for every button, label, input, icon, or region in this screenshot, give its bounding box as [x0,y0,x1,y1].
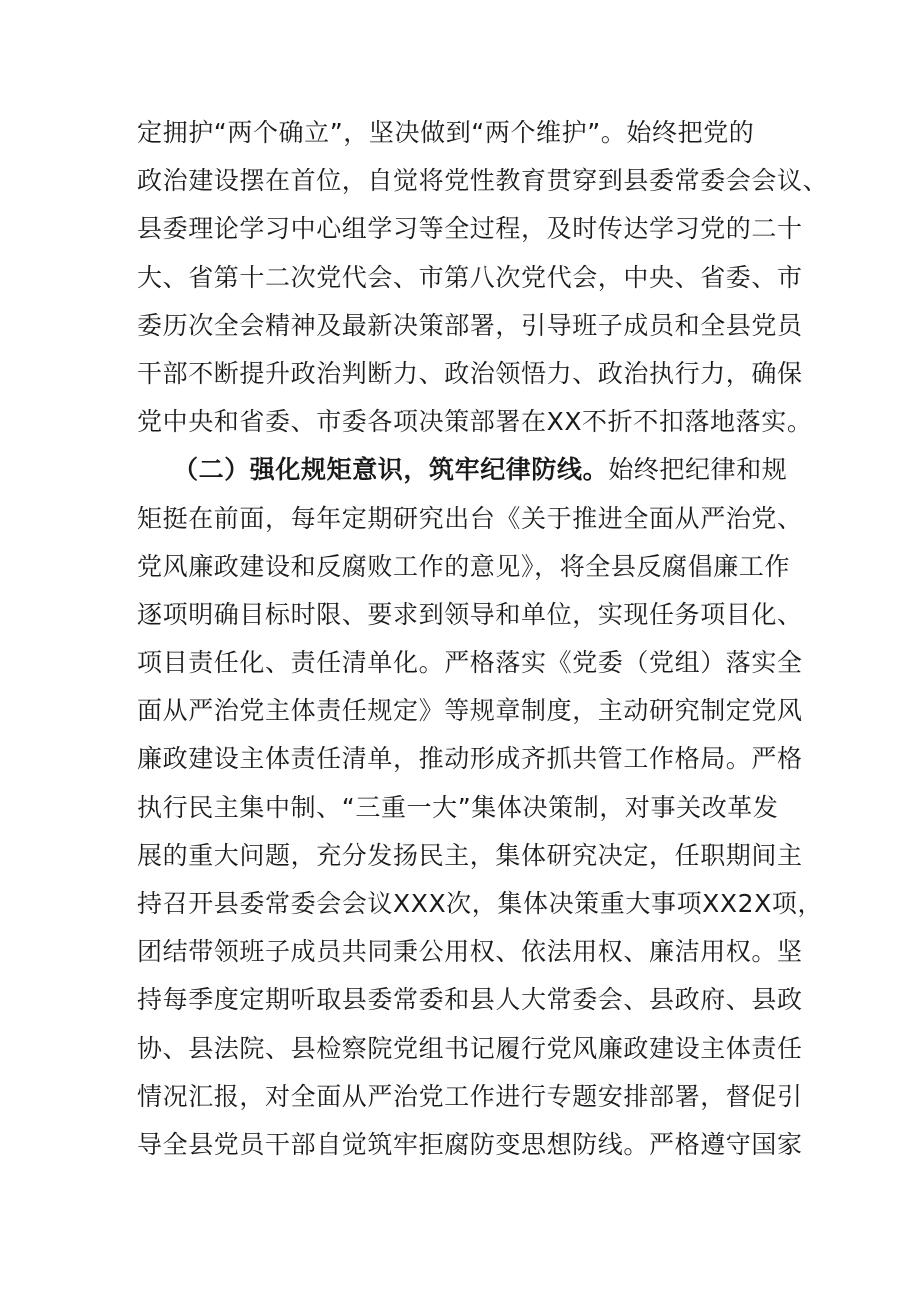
text-line: 团结带领班子成员共同秉公用权、依法用权、廉洁用权。坚 [137,937,803,967]
text-line: 廉政建设主体责任清单，推动形成齐抓共管工作格局。严格 [137,744,803,774]
section-heading: （二）强化规矩意识，筑牢纪律防线。 [173,455,609,485]
text-line: 协、县法院、县检察院党组书记履行党风廉政建设主体责任 [137,1033,803,1063]
text-line: 导全县党员干部自觉筑牢拒腐防变思想防线。严格遵守国家 [137,1129,803,1159]
text-line: 党中央和省委、市委各项决策部署在XX不折不扣落地落实。 [137,407,813,437]
text-line: 项目责任化、责任清单化。严格落实《党委（党组）落实全 [137,648,803,678]
text-line: 定拥护“两个确立”，坚决做到“两个维护”。始终把党的 [137,118,755,147]
text-line: 县委理论学习中心组学习等全过程，及时传达学习党的二十 [137,214,803,244]
text-line: 大、省第十二次党代会、市第八次党代会，中央、省委、市 [137,262,803,292]
text-line: 政治建设摆在首位，自觉将党性教育贯穿到县委常委会会议、 [137,166,829,196]
text-line: 持每季度定期听取县委常委和县人大常委会、县政府、县政 [137,985,803,1015]
text-line: 持召开县委常委会会议XXX次，集体决策重大事项XX2X项， [137,889,824,918]
document-body [137,109,829,1169]
text-line: 矩挺在前面，每年定期研究出台《关于推进全面从严治党、 [137,503,803,533]
text-line: 展的重大问题，充分发扬民主，集体研究决定，任职期间主 [137,840,803,870]
text-line: 委历次全会精神及最新决策部署，引导班子成员和全县党员 [137,310,803,340]
text-line: 干部不断提升政治判断力、政治领悟力、政治执行力，确保 [137,358,803,388]
text-line: 逐项明确目标时限、要求到领导和单位，实现任务项目化、 [137,599,803,629]
text-line: 面从严治党主体责任规定》等规章制度，主动研究制定党风 [137,696,803,726]
section-heading-text: 始终把纪律和规 [608,455,788,485]
text-line: 情况汇报，对全面从严治党工作进行专题安排部署，督促引 [137,1081,803,1111]
text-line: 党风廉政建设和反腐败工作的意见》，将全县反腐倡廉工作 [137,551,791,581]
text-line: 执行民主集中制、“三重一大”集体决策制，对事关改革发 [137,792,779,822]
section-heading-line [137,446,797,494]
